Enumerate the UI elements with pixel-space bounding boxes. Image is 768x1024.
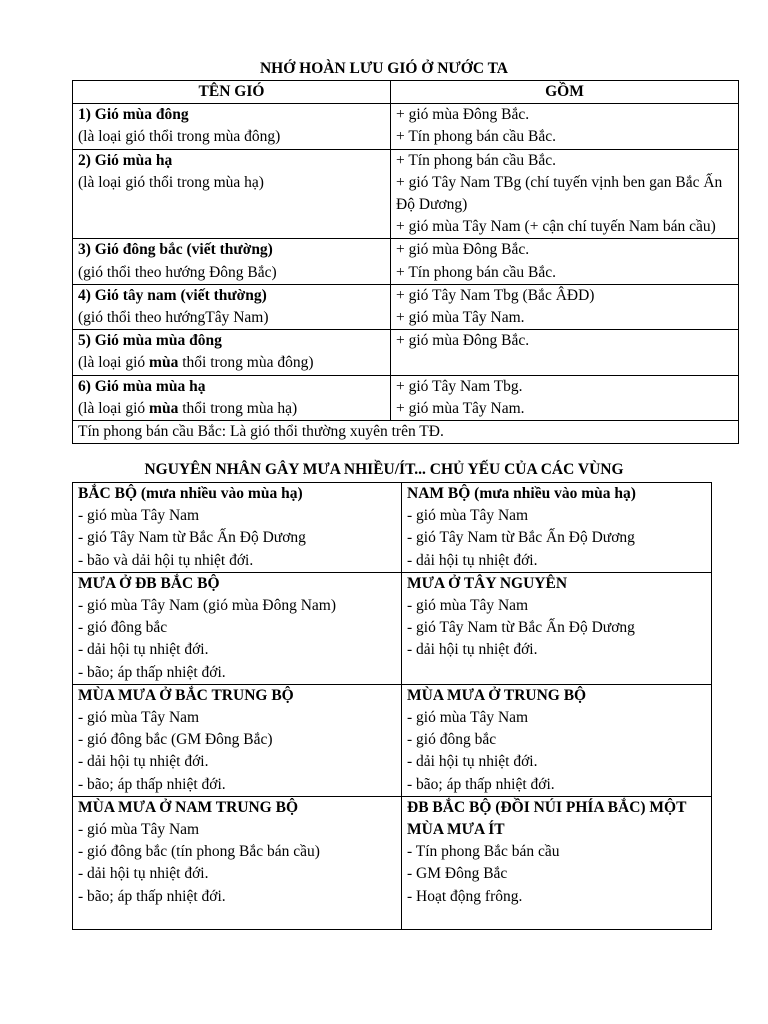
rain-cause: - dải hội tụ nhiệt đới.	[78, 641, 209, 659]
wind-description	[78, 307, 385, 329]
wind-row	[73, 375, 739, 420]
region-cell	[402, 796, 712, 929]
rain-cause: - bão; áp thấp nhiệt đới.	[78, 887, 226, 905]
rain-cause: - dải hội tụ nhiệt đới.	[78, 753, 209, 771]
rain-cause: - gió đông bắc	[78, 619, 168, 637]
rain-cause: - Tín phong Bắc bán cầu	[407, 843, 560, 861]
wind-name-cell	[73, 104, 391, 149]
wind-component: + Tín phong bán cầu Bắc.	[396, 151, 556, 169]
rain-cause: - gió Tây Nam từ Bắc Ấn Độ Dương	[78, 529, 306, 547]
region-cell	[73, 572, 402, 684]
wind-description-text: (gió thổi theo hướng Đông Bắc)	[78, 263, 277, 281]
rain-cause: - gió mùa Tây Nam	[78, 709, 200, 727]
region-row	[73, 483, 712, 573]
wind-description-text: (là loại gió	[78, 399, 150, 417]
wind-component: + gió mùa Đông Bắc.	[396, 241, 530, 259]
wind-row	[73, 104, 739, 149]
rain-cause: - gió mùa Tây Nam	[78, 507, 200, 525]
region-heading: MƯA Ở ĐB BẮC BỘ	[78, 574, 220, 592]
wind-name-cell	[73, 239, 391, 284]
wind-description-text: (gió thổi theo hướngTây Nam)	[78, 309, 269, 327]
wind-name: 6) Gió mùa mùa hạ	[78, 377, 206, 395]
wind-description-text: (là loại gió thổi trong mùa đông)	[78, 128, 281, 146]
wind-description	[78, 398, 385, 420]
rain-cause: - GM Đông Bắc	[407, 865, 508, 883]
wind-description	[78, 126, 385, 148]
rain-cause: - bão và dải hội tụ nhiệt đới.	[78, 551, 254, 569]
wind-component: + gió Tây Nam Tbg (Bắc ÂĐD)	[396, 286, 595, 304]
rain-cause: - gió đông bắc (GM Đông Bắc)	[78, 731, 273, 749]
wind-component: + gió mùa Tây Nam (+ cận chí tuyến Nam bán cầu)	[396, 218, 716, 236]
rain-cause: - dải hội tụ nhiệt đới.	[407, 753, 538, 771]
rain-causes-table	[72, 482, 712, 930]
rain-cause: - gió Tây Nam từ Bắc Ấn Độ Dương	[407, 529, 635, 547]
wind-name: 5) Gió mùa mùa đông	[78, 332, 222, 350]
wind-components-cell	[391, 149, 739, 239]
header-wind-name: TÊN GIÓ	[73, 81, 391, 104]
table1-title: NHỚ HOÀN LƯU GIÓ Ở NƯỚC TA	[259, 60, 508, 77]
region-row	[73, 684, 712, 796]
wind-description-text: (là loại gió thổi trong mùa hạ)	[78, 173, 264, 191]
region-cell	[73, 684, 402, 796]
region-heading: MÙA MƯA Ở BẮC TRUNG BỘ	[78, 686, 294, 704]
rain-cause: - gió mùa Tây Nam	[407, 507, 529, 525]
wind-component: + gió mùa Tây Nam.	[396, 309, 525, 327]
region-cell	[402, 572, 712, 684]
region-heading: ĐB BẮC BỘ (ĐỒI NÚI PHÍA BẮC) MỘT MÙA MƯA ÍT	[407, 798, 687, 839]
region-heading: MÙA MƯA Ở NAM TRUNG BỘ	[78, 798, 299, 816]
wind-description	[78, 262, 385, 284]
wind-components-cell	[391, 239, 739, 284]
region-heading: MÙA MƯA Ở TRUNG BỘ	[407, 686, 587, 704]
rain-cause: - dải hội tụ nhiệt đới.	[407, 551, 538, 569]
wind-description-text: thổi trong mùa hạ)	[178, 399, 298, 417]
table1-footer-row	[73, 421, 739, 444]
wind-component: + gió mùa Đông Bắc.	[396, 106, 530, 124]
rain-cause: - gió mùa Tây Nam	[407, 709, 529, 727]
wind-row	[73, 330, 739, 375]
rain-cause: - gió mùa Tây Nam	[78, 821, 200, 839]
rain-cause: - gió đông bắc	[407, 731, 497, 749]
wind-component: + gió Tây Nam Tbg.	[396, 377, 523, 395]
table2-title: NGUYÊN NHÂN GÂY MƯA NHIỀU/ÍT... CHỦ YẾU CỦA CÁC VÙNG	[144, 461, 624, 478]
region-cell	[402, 483, 712, 573]
wind-name: 4) Gió tây nam (viết thường)	[78, 286, 267, 304]
wind-row	[73, 284, 739, 329]
wind-description-bold: mùa	[149, 354, 179, 372]
table1-header-row	[73, 81, 739, 104]
wind-name-cell	[73, 375, 391, 420]
wind-circulation-table	[72, 80, 739, 444]
wind-component: + gió Tây Nam TBg (chí tuyến vịnh ben gan Bắc Ấn Độ Dương)	[396, 173, 723, 214]
wind-description-text: thổi trong mùa đông)	[178, 354, 314, 372]
region-cell	[73, 796, 402, 929]
rain-cause: - bão; áp thấp nhiệt đới.	[407, 775, 555, 793]
region-row	[73, 796, 712, 929]
region-heading: MƯA Ở TÂY NGUYÊN	[407, 574, 568, 592]
wind-component: + Tín phong bán cầu Bắc.	[396, 128, 556, 146]
wind-name: 3) Gió đông bắc (viết thường)	[78, 241, 273, 259]
rain-cause: - gió đông bắc (tín phong Bắc bán cầu)	[78, 843, 320, 861]
region-cell	[402, 684, 712, 796]
wind-name-cell	[73, 284, 391, 329]
rain-cause: - Hoạt động frông.	[407, 887, 523, 905]
region-heading: BẮC BỘ (mưa nhiều vào mùa hạ)	[78, 485, 303, 502]
region-cell	[73, 483, 402, 573]
rain-cause: - gió Tây Nam từ Bắc Ấn Độ Dương	[407, 619, 635, 637]
wind-name: 1) Gió mùa đông	[78, 106, 189, 124]
wind-description	[78, 172, 385, 194]
wind-component: + gió mùa Đông Bắc.	[396, 332, 530, 350]
wind-row	[73, 239, 739, 284]
wind-name-cell	[73, 330, 391, 375]
wind-row	[73, 149, 739, 239]
wind-description	[78, 352, 385, 374]
wind-description-bold: mùa	[149, 399, 179, 417]
rain-cause: - bão; áp thấp nhiệt đới.	[78, 775, 226, 793]
trade-wind-note: Tín phong bán cầu Bắc: Là gió thổi thường xuyên trên TĐ.	[73, 421, 739, 444]
rain-cause: - dải hội tụ nhiệt đới.	[407, 641, 538, 659]
wind-components-cell	[391, 104, 739, 149]
wind-components-cell	[391, 284, 739, 329]
header-includes: GỒM	[391, 81, 739, 104]
wind-component: + Tín phong bán cầu Bắc.	[396, 263, 556, 281]
rain-cause: - gió mùa Tây Nam	[407, 597, 529, 615]
region-heading: NAM BỘ (mưa nhiều vào mùa hạ)	[407, 485, 636, 502]
wind-components-cell	[391, 330, 739, 375]
region-row	[73, 572, 712, 684]
rain-cause: - gió mùa Tây Nam (gió mùa Đông Nam)	[78, 597, 336, 615]
wind-description-text: (là loại gió	[78, 354, 150, 372]
rain-cause: - bão; áp thấp nhiệt đới.	[78, 663, 226, 681]
wind-name-cell	[73, 149, 391, 239]
rain-cause: - dải hội tụ nhiệt đới.	[78, 865, 209, 883]
wind-components-cell	[391, 375, 739, 420]
wind-name: 2) Gió mùa hạ	[78, 151, 173, 169]
wind-component: + gió mùa Tây Nam.	[396, 399, 525, 417]
